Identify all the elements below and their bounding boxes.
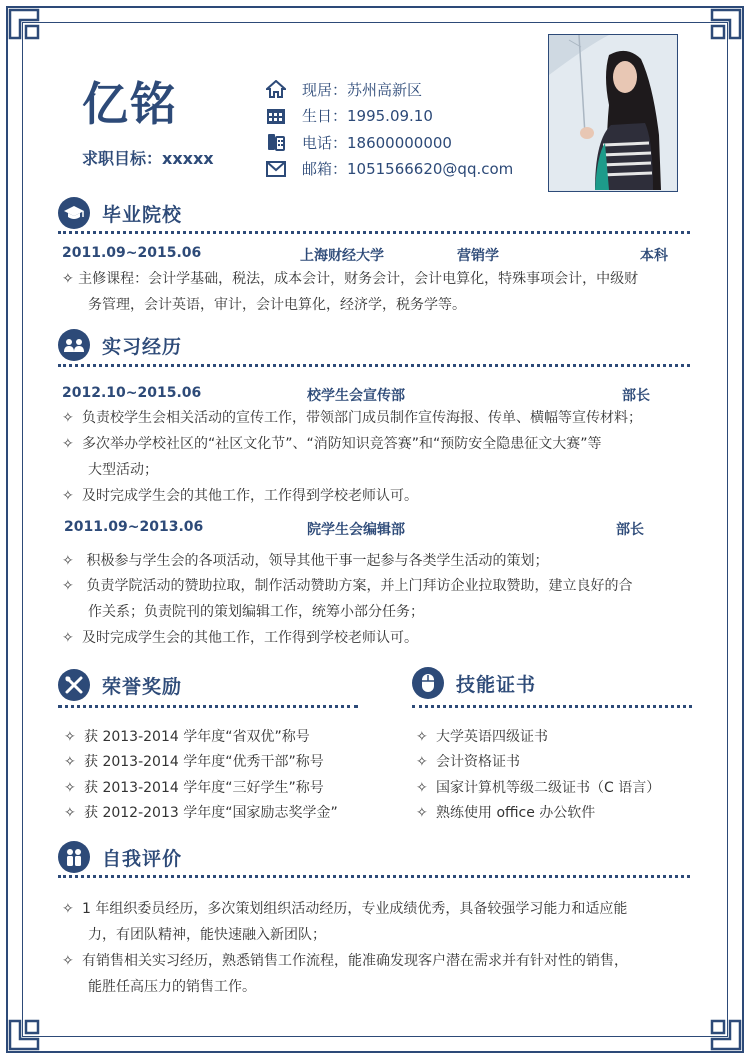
phone-text: 电话：18600000000	[302, 133, 452, 152]
personal-info	[264, 76, 513, 182]
skill-item-4: ✧ 熟练使用 office 办公软件	[416, 805, 596, 821]
divider-self-eval	[58, 875, 690, 878]
internship-2-role: 部长	[616, 522, 644, 538]
self-eval-line-2-cont: 能胜任高压力的销售工作。	[88, 979, 256, 995]
self-eval-line-2: ✧ 有销售相关实习经历，熟悉销售工作流程，能准确发现客户潜在需求并有针对性的销售，	[62, 953, 628, 969]
corner-ornament-top-right	[698, 8, 742, 52]
address-text: 现居：苏州高新区	[302, 80, 423, 99]
divider-education	[58, 231, 690, 234]
candidate-name: 亿铭	[82, 77, 178, 131]
email-text: 邮箱：1051566620@qq.com	[302, 160, 514, 179]
self-eval-line-1: ✧ 1 年组织委员经历，多次策划组织活动经历，专业成绩优秀，具备较强学习能力和适应能	[62, 901, 628, 917]
section-awards-title: 荣誉奖励	[102, 675, 183, 698]
award-item-1: ✧ 获 2013-2014 学年度“省双优”称号	[64, 729, 310, 745]
section-self-eval-title: 自我评价	[102, 847, 183, 870]
home-icon	[264, 79, 288, 99]
section-self-eval-header	[58, 841, 182, 873]
education-period: 2011.09~2015.06	[62, 245, 202, 261]
education-major: 营销学	[457, 248, 499, 264]
corner-ornament-bottom-right	[698, 1007, 742, 1051]
corner-ornament-bottom-left	[8, 1007, 52, 1051]
section-education-header	[58, 197, 182, 229]
mail-icon	[264, 159, 288, 179]
phone-icon	[264, 132, 288, 152]
internship-1-bullet-1: ✧ 负责校学生会相关活动的宣传工作，带领部门成员制作宣传海报、传单、横幅等宣传材料；	[62, 410, 642, 426]
education-courses-line-1: ✧ 主修课程：会计学基础，税法，成本会计，财务会计，会计电算化，特殊事项会计，中级财	[62, 271, 639, 287]
calendar-icon	[264, 106, 288, 126]
internship-2-org: 院学生会编辑部	[307, 522, 405, 538]
job-objective: 求职目标：xxxxx	[82, 149, 214, 168]
info-email	[264, 156, 513, 183]
award-item-4: ✧ 获 2012-2013 学年度“国家励志奖学金”	[64, 805, 338, 821]
corner-ornament-top-left	[8, 8, 52, 52]
info-birthday	[264, 103, 513, 130]
internship-1-period: 2012.10~2015.06	[62, 385, 202, 401]
internship-2-bullet-2-cont: 作关系；负责院刊的策划编辑工作，统筹小部分任务；	[88, 604, 424, 620]
self-eval-line-1-cont: 力，有团队精神，能快速融入新团队；	[88, 927, 326, 943]
internship-1-bullet-2-cont: 大型活动；	[88, 462, 158, 478]
divider-skills	[412, 705, 692, 708]
education-degree: 本科	[640, 248, 668, 264]
internship-2-period: 2011.09~2013.06	[64, 519, 204, 535]
profile-photo	[548, 34, 678, 192]
divider-awards	[58, 705, 358, 708]
internship-1-org: 校学生会宣传部	[307, 388, 405, 404]
section-internship-header	[58, 329, 182, 361]
divider-internship	[58, 364, 690, 367]
section-skills-title: 技能证书	[456, 673, 537, 696]
mouse-icon	[412, 667, 444, 699]
info-phone	[264, 129, 513, 156]
award-item-2: ✧ 获 2013-2014 学年度“优秀干部”称号	[64, 754, 324, 770]
internship-1-bullet-2: ✧ 多次举办学校社区的“社区文化节”、“消防知识竞答赛”和“预防安全隐患征文大赛”等	[62, 436, 602, 452]
graduation-cap-icon	[58, 197, 90, 229]
skill-item-1: ✧ 大学英语四级证书	[416, 729, 548, 745]
info-address	[264, 76, 513, 103]
internship-2-bullet-3: ✧ 及时完成学生会的其他工作，工作得到学校老师认可。	[62, 630, 418, 646]
tools-icon	[58, 669, 90, 701]
people-icon	[58, 841, 90, 873]
internship-1-bullet-3: ✧ 及时完成学生会的其他工作，工作得到学校老师认可。	[62, 488, 418, 504]
group-icon	[58, 329, 90, 361]
section-internship-title: 实习经历	[102, 335, 183, 358]
birthday-text: 生日：1995.09.10	[302, 107, 433, 126]
skill-item-2: ✧ 会计资格证书	[416, 754, 520, 770]
section-awards-header	[58, 669, 182, 701]
section-education-title: 毕业院校	[102, 203, 183, 226]
award-item-3: ✧ 获 2013-2014 学年度“三好学生”称号	[64, 780, 324, 796]
internship-1-role: 部长	[622, 388, 650, 404]
internship-2-bullet-2: ✧ 负责学院活动的赞助拉取，制作活动赞助方案，并上门拜访企业拉取赞助，建立良好的合	[62, 578, 633, 594]
skill-item-3: ✧ 国家计算机等级二级证书（C 语言）	[416, 780, 661, 796]
section-skills-header	[412, 667, 536, 699]
education-courses-line-2: 务管理，会计英语，审计，会计电算化，经济学，税务学等。	[88, 297, 466, 313]
education-school: 上海财经大学	[300, 248, 384, 264]
internship-2-bullet-1: ✧ 积极参与学生会的各项活动，领导其他干事一起参与各类学生活动的策划；	[62, 553, 549, 569]
